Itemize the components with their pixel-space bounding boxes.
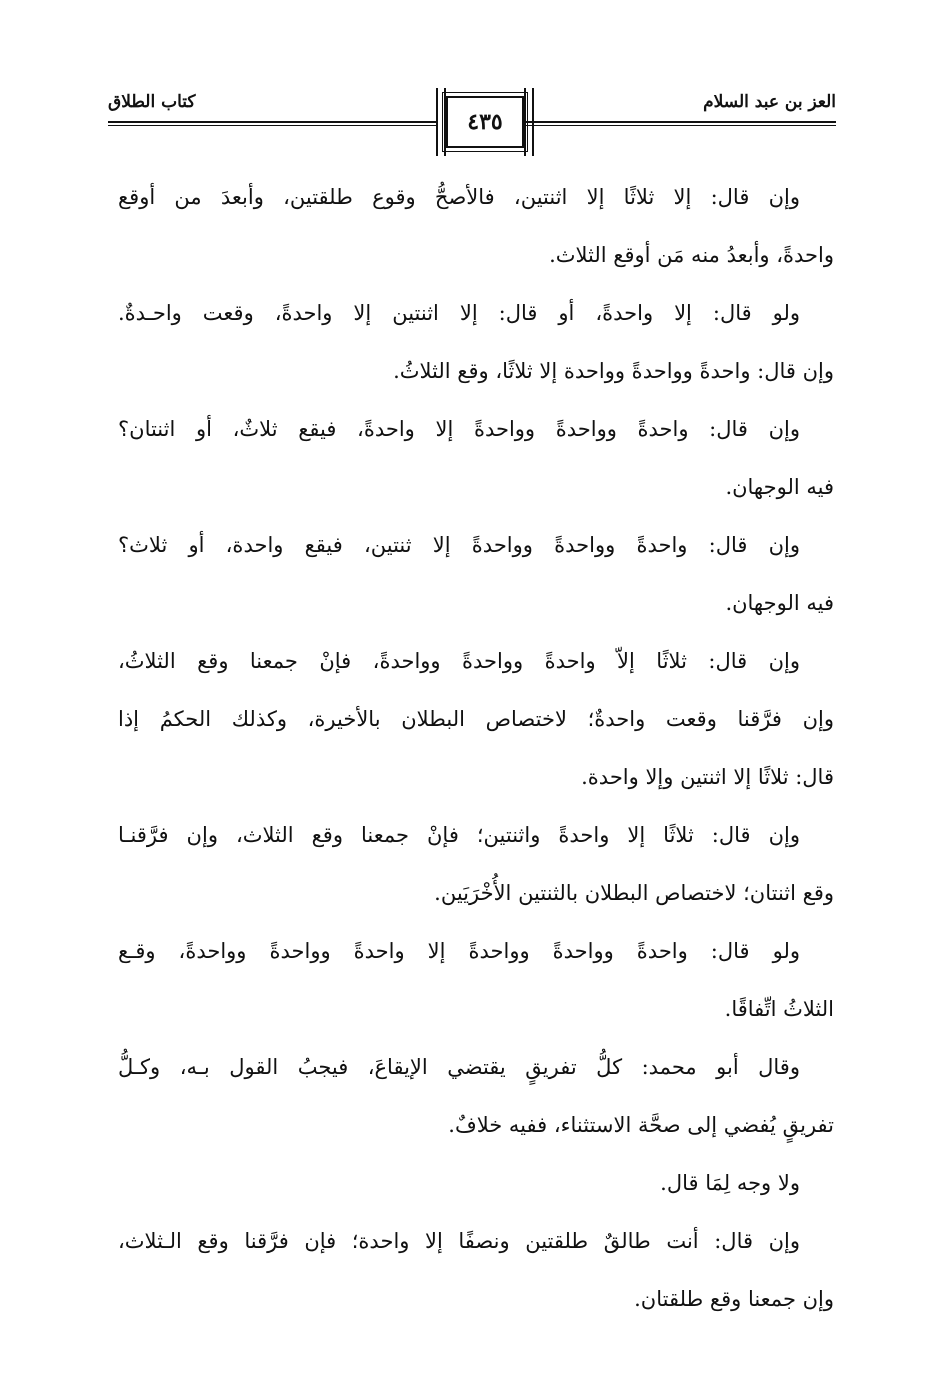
page-number-frame xyxy=(446,96,524,148)
text-line: وقال أبو محمد: كلُّ تفريقٍ يقتضي الإيقاعَ، فيجبُ القول بـه، وكـلُّ xyxy=(118,1055,800,1079)
text-line: ولو قال: إلا واحدةً، أو قال: إلا اثنتين إلا واحدةً، وقعت واحـدةٌ. xyxy=(118,301,800,325)
page-header xyxy=(108,80,836,160)
text-line: ولو قال: واحدةً وواحدةً وواحدةً إلا واحدةً وواحدةً وواحدةً، وقـع xyxy=(118,939,800,963)
text-line: واحدةً، وأبعدُ منه مَن أوقع الثلاث. xyxy=(549,243,834,267)
text-line: الثلاثُ اتِّفاقًا. xyxy=(724,997,834,1021)
header-rule-left-thin xyxy=(108,125,438,126)
text-line: قال: ثلاثًا إلا اثنتين وإلا واحدة. xyxy=(581,765,834,789)
header-rule-left xyxy=(108,121,438,123)
body-text xyxy=(118,168,834,1328)
text-line: وإن قال: واحدةً وواحدةً وواحدة إلا ثلاثًا، وقع الثلاثُ. xyxy=(393,359,834,383)
page-number: ٤٣٥ xyxy=(467,109,503,135)
running-title-author: العز بن عبد السلام xyxy=(703,92,836,112)
text-line: ولا وجه لِمَا قال. xyxy=(660,1171,800,1195)
text-line: فيه الوجهان. xyxy=(725,591,834,615)
text-line: وقع اثنتان؛ لاختصاص البطلان بالثنتين الأُخْرَيَين. xyxy=(434,881,834,905)
header-rule-right xyxy=(526,121,836,123)
running-title-book: كتاب الطلاق xyxy=(108,92,196,112)
text-line: وإن قال: ثلاثًا إلا واحدةً واثنتين؛ فإنْ جمعنا وقع الثلاث، وإن فرَّقنـا xyxy=(118,823,800,847)
text-line: تفريقٍ يُفضي إلى صحَّة الاستثناء، ففيه خلافٌ. xyxy=(448,1113,834,1137)
text-line: وإن قال: ثلاثًا إلاّ واحدةً وواحدةً وواحدةً، فإنْ جمعنا وقع الثلاثُ، xyxy=(118,649,800,673)
text-line: وإن جمعنا وقع طلقتان. xyxy=(634,1287,834,1311)
text-line: وإن قال: إلا ثلاثًا إلا اثنتين، فالأصحُّ وقوع طلقتين، وأبعدَ من أوقع xyxy=(118,185,800,209)
header-rule-right-thin xyxy=(526,125,836,126)
text-line: وإن قال: أنت طالقٌ طلقتين ونصفًا إلا واحدة؛ فإن فرَّقنا وقع الـثلاث، xyxy=(118,1229,800,1253)
text-line: وإن قال: واحدةً وواحدةً وواحدةً إلا واحدةً، فيقع ثلاثٌ، أو اثنتان؟ xyxy=(118,417,800,441)
text-line: وإن قال: واحدةً وواحدةً وواحدةً إلا ثنتين، فيقع واحدة، أو ثلاث؟ xyxy=(118,533,800,557)
text-line: فيه الوجهان. xyxy=(725,475,834,499)
text-line: وإن فرَّقنا وقعت واحدةٌ؛ لاختصاص البطلان بالأخيرة، وكذلك الحكمُ إذا xyxy=(118,707,834,731)
